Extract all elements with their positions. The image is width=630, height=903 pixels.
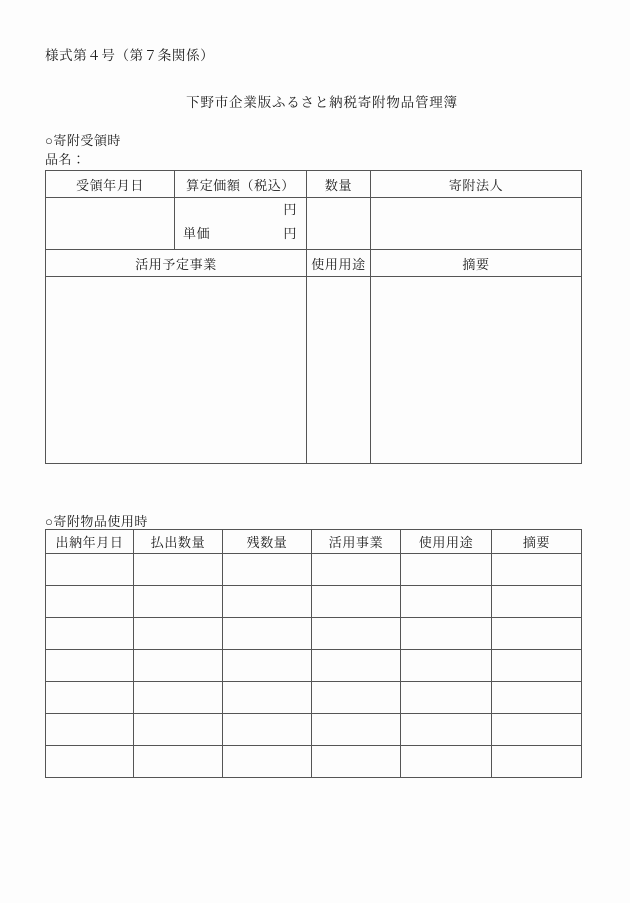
table-row [46, 714, 582, 746]
column-header-remaining-quantity: 残数量 [223, 530, 312, 554]
table-cell[interactable] [312, 618, 401, 650]
table-cell[interactable] [134, 714, 223, 746]
table-row [46, 554, 582, 586]
table-cell[interactable] [134, 746, 223, 778]
column-header-usage-purpose: 使用用途 [401, 530, 492, 554]
cell-usage[interactable] [307, 277, 371, 464]
table-row [46, 530, 582, 554]
cell-planned-project[interactable] [46, 277, 307, 464]
table-row [46, 586, 582, 618]
yen-unit-total: 円 [283, 202, 297, 217]
table-cell[interactable] [134, 554, 223, 586]
table-cell[interactable] [492, 746, 582, 778]
table-cell[interactable] [312, 682, 401, 714]
table-cell[interactable] [401, 682, 492, 714]
table-cell[interactable] [46, 650, 134, 682]
table-cell[interactable] [46, 586, 134, 618]
document-title: 下野市企業版ふるさと納税寄附物品管理簿 [186, 95, 458, 110]
column-header-donor-corporation: 寄附法人 [371, 171, 582, 198]
table-cell[interactable] [223, 746, 312, 778]
table-cell[interactable] [492, 650, 582, 682]
table-cell[interactable] [401, 618, 492, 650]
yen-unit-unitprice: 円 [283, 226, 297, 241]
table-cell[interactable] [46, 746, 134, 778]
column-header-transaction-date: 出納年月日 [46, 530, 134, 554]
table-cell[interactable] [312, 714, 401, 746]
table-cell[interactable] [401, 586, 492, 618]
table-cell[interactable] [401, 554, 492, 586]
cell-quantity[interactable] [307, 198, 371, 250]
table-cell[interactable] [312, 650, 401, 682]
table-row [46, 198, 582, 250]
unit-price-label: 単価 [183, 226, 211, 241]
cell-remarks[interactable] [371, 277, 582, 464]
table-row [46, 277, 582, 464]
column-header-usage: 使用用途 [307, 250, 371, 277]
valuation-total-line [175, 198, 306, 222]
table-cell[interactable] [223, 714, 312, 746]
table-cell[interactable] [223, 586, 312, 618]
table-cell[interactable] [312, 746, 401, 778]
table-cell[interactable] [223, 554, 312, 586]
column-header-remarks: 摘要 [371, 250, 582, 277]
table-cell[interactable] [401, 746, 492, 778]
table-cell[interactable] [46, 554, 134, 586]
column-header-utilized-project: 活用事業 [312, 530, 401, 554]
table-cell[interactable] [134, 618, 223, 650]
table-cell[interactable] [223, 682, 312, 714]
table-cell[interactable] [46, 618, 134, 650]
table-cell[interactable] [492, 586, 582, 618]
table-row [46, 746, 582, 778]
table-cell[interactable] [46, 714, 134, 746]
table-row [46, 650, 582, 682]
table-cell[interactable] [223, 650, 312, 682]
usage-table [45, 529, 582, 778]
form-number: 様式第４号（第７条関係） [45, 48, 215, 63]
cell-donor-corporation[interactable] [371, 198, 582, 250]
table-cell[interactable] [492, 682, 582, 714]
table-cell[interactable] [46, 682, 134, 714]
section-heading-receipt: ○寄附受領時 [45, 133, 121, 148]
table-cell[interactable] [312, 586, 401, 618]
cell-receipt-date[interactable] [46, 198, 175, 250]
table-cell[interactable] [223, 618, 312, 650]
table-cell[interactable] [492, 618, 582, 650]
valuation-unitprice-line [175, 222, 306, 246]
table-cell[interactable] [312, 554, 401, 586]
column-header-issued-quantity: 払出数量 [134, 530, 223, 554]
table-cell[interactable] [134, 682, 223, 714]
section-heading-usage: ○寄附物品使用時 [45, 514, 148, 529]
cell-valuation[interactable] [175, 198, 307, 250]
receipt-table [45, 170, 582, 464]
table-cell[interactable] [134, 650, 223, 682]
column-header-valuation: 算定価額（税込） [175, 171, 307, 198]
table-row [46, 682, 582, 714]
column-header-receipt-date: 受領年月日 [46, 171, 175, 198]
table-cell[interactable] [401, 714, 492, 746]
column-header-quantity: 数量 [307, 171, 371, 198]
column-header-usage-remarks: 摘要 [492, 530, 582, 554]
table-cell[interactable] [492, 714, 582, 746]
table-cell[interactable] [401, 650, 492, 682]
column-header-planned-project: 活用予定事業 [46, 250, 307, 277]
table-cell[interactable] [134, 586, 223, 618]
table-row [46, 250, 582, 277]
table-cell[interactable] [492, 554, 582, 586]
table-row [46, 171, 582, 198]
item-name-label: 品名： [45, 152, 86, 167]
table-row [46, 618, 582, 650]
